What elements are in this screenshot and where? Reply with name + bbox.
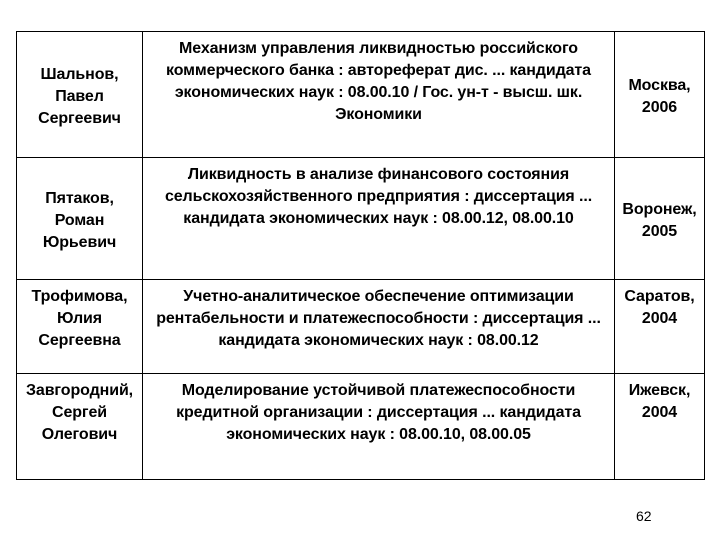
title-cell: Ликвидность в анализе финансового состояния сельскохозяйственного предприятия : диссертация ... кандидата экономических наук : 08.00.12, 08.00.10 bbox=[143, 158, 615, 280]
place-year-cell: Воронеж, 2005 bbox=[615, 158, 705, 280]
table-row bbox=[17, 32, 705, 158]
author-cell: Трофимова, Юлия Сергеевна bbox=[17, 280, 143, 374]
table-row bbox=[17, 280, 705, 374]
table-row bbox=[17, 158, 705, 280]
dissertation-table bbox=[16, 31, 705, 480]
title-cell: Механизм управления ликвидностью российского коммерческого банка : автореферат дис. ... кандидата экономических наук : 08.00.10 / Гос. ун-т - высш. шк. Экономики bbox=[143, 32, 615, 158]
place-year-cell: Саратов, 2004 bbox=[615, 280, 705, 374]
page-number: 62 bbox=[636, 508, 652, 524]
author-cell: Шальнов, Павел Сергеевич bbox=[17, 32, 143, 158]
title-cell: Моделирование устойчивой платежеспособности кредитной организации : диссертация ... кандидата экономических наук : 08.00.10, 08.00.05 bbox=[143, 374, 615, 480]
title-cell: Учетно-аналитическое обеспечение оптимизации рентабельности и платежеспособности : диссертация ... кандидата экономических наук : 08.00.12 bbox=[143, 280, 615, 374]
place-year-cell: Москва, 2006 bbox=[615, 32, 705, 158]
place-year-cell: Ижевск, 2004 bbox=[615, 374, 705, 480]
author-cell: Завгородний, Сергей Олегович bbox=[17, 374, 143, 480]
author-cell: Пятаков, Роман Юрьевич bbox=[17, 158, 143, 280]
table-row bbox=[17, 374, 705, 480]
